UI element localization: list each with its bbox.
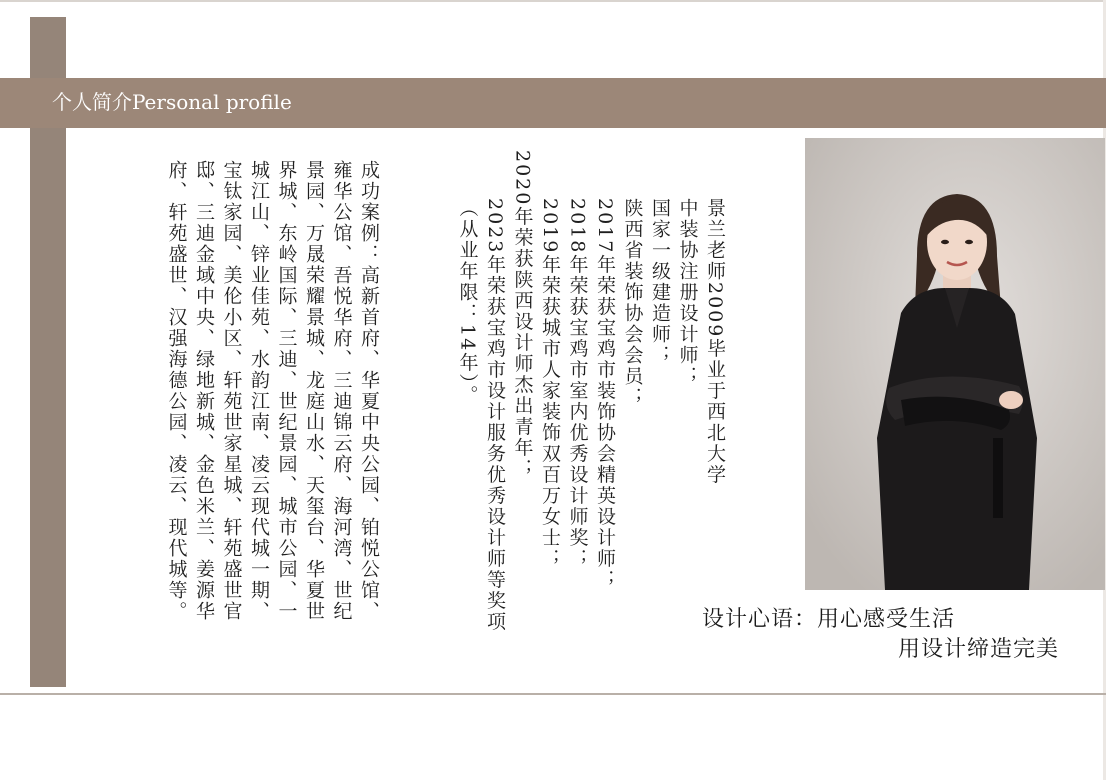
bio-line: 2017年荣获宝鸡市装饰协会精英设计师； <box>594 198 616 591</box>
bio-line: 景兰老师2009毕业于西北大学 <box>704 198 726 486</box>
bio-line: 陕西省装饰协会会员； <box>621 198 644 408</box>
bio-line: 2020年荣获陕西设计师杰出青年； <box>511 150 534 480</box>
top-border <box>0 0 1106 2</box>
bottom-divider <box>0 693 1106 695</box>
bio-line: 国家一级建造师； <box>649 198 671 366</box>
bio-line: （从业年限：14年）。 <box>456 198 479 406</box>
cases-label: 成功案例： <box>358 160 380 265</box>
bio-line: 2019年荣获城市人家装饰双百万女士； <box>539 198 561 570</box>
cases-block <box>96 160 382 640</box>
bio-line: 2018年荣获宝鸡市室内优秀设计师奖； <box>566 198 589 570</box>
section-title: 个人简介Personal profile <box>52 90 292 114</box>
bio-line: 中装协注册设计师； <box>676 198 699 387</box>
bio-block <box>428 150 728 690</box>
profile-photo <box>805 138 1105 590</box>
motto-line-2: 用设计缔造完美 <box>898 637 1060 662</box>
bio-line: 2023年荣获宝鸡市设计服务优秀设计师等奖项 <box>484 198 506 633</box>
cases-text: 高新首府、华夏中央公园、铂悦公馆、雍华公馆、吾悦华府、三迪锦云府、海河湾、世纪景园、万晟荣耀景城、龙庭山水、天玺台、华夏世界城、东岭国际、三迪、世纪景园、城市公园、一城江山、锌业佳苑、水韵江南、凌云现代城一期、宝钛家园、美伦小区、轩苑世家星城、轩苑盛世官邸、三迪金域中央、绿地新城、金色米兰、姜源华府、轩苑盛世、汉强海德公园、凌云、现代城等。 <box>165 160 380 622</box>
motto-line-1: 设计心语：用心感受生活 <box>702 607 956 632</box>
portrait-illustration <box>805 138 1105 590</box>
